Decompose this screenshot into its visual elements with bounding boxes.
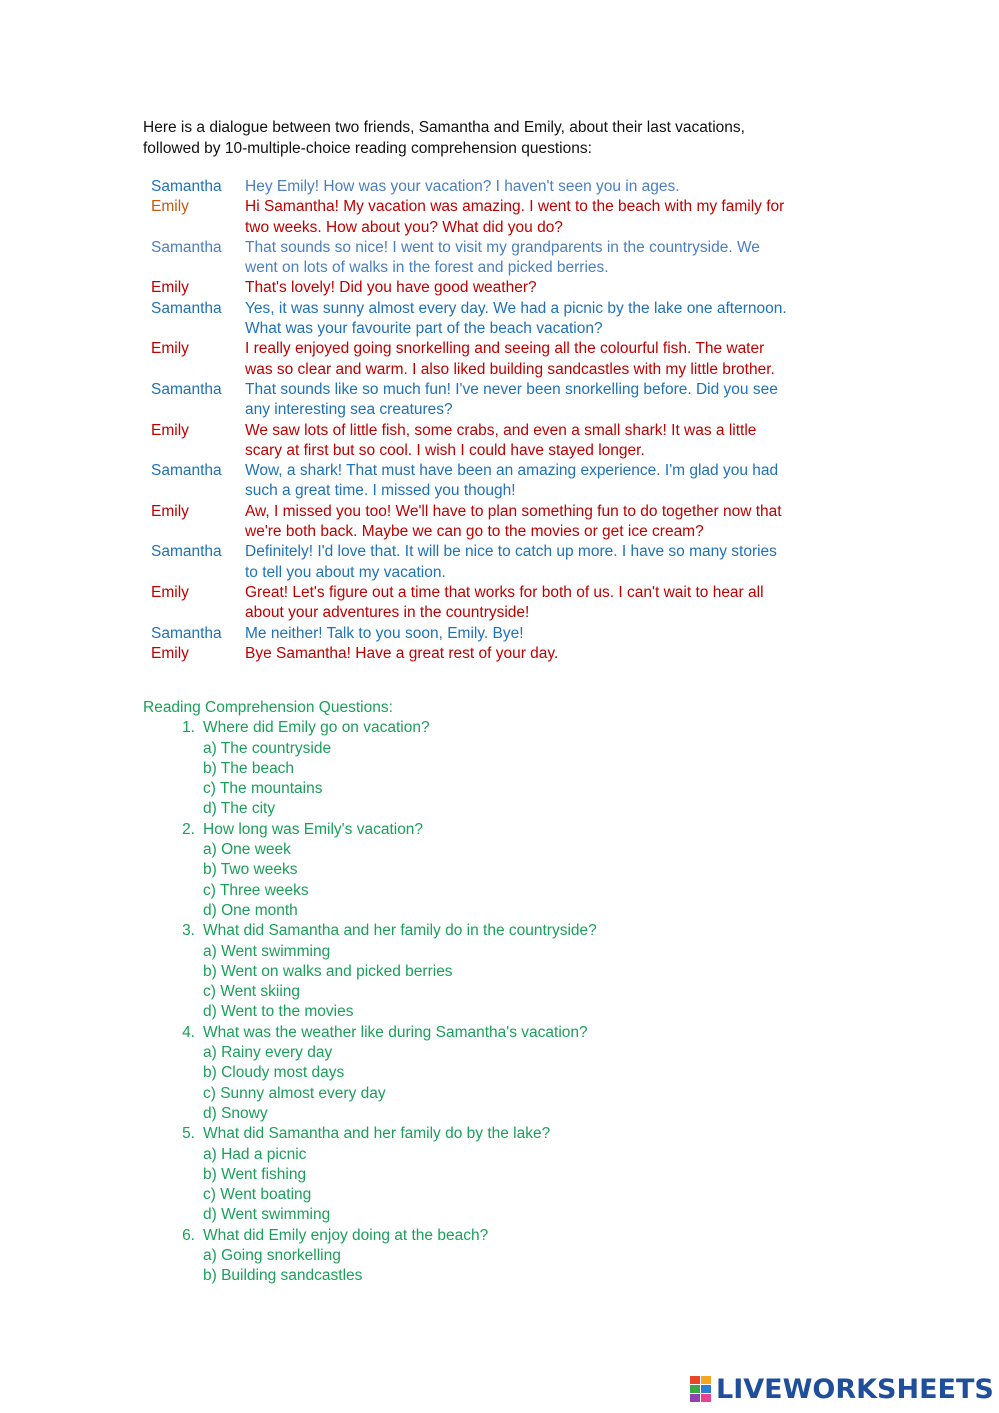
question-text: What was the weather like during Samantha's vacation? — [203, 1023, 588, 1041]
speaker-name: Samantha — [151, 299, 222, 317]
dialogue-line: We saw lots of little fish, some crabs, and even a small shark! It was a little — [245, 421, 757, 439]
speaker-name: Emily — [151, 644, 189, 662]
questions-heading: Reading Comprehension Questions: — [143, 699, 393, 716]
question-number: 6. — [182, 1226, 195, 1244]
answer-option: b) Went on walks and picked berries — [203, 962, 453, 980]
answer-option: c) The mountains — [203, 780, 323, 798]
dialogue-line: we're both back. Maybe we can go to the movies or get ice cream? — [245, 523, 704, 541]
answer-option: d) Went to the movies — [203, 1003, 354, 1021]
speaker-name: Emily — [151, 340, 189, 358]
answer-option: a) Going snorkelling — [203, 1247, 341, 1265]
speaker-name: Samantha — [151, 380, 222, 398]
dialogue-line: Bye Samantha! Have a great rest of your day. — [245, 644, 559, 662]
dialogue-line: about your adventures in the countryside! — [245, 604, 530, 622]
dialogue-turn — [151, 299, 851, 340]
dialogue-line: scary at first but so cool. I wish I could have stayed longer. — [245, 441, 645, 459]
intro-line-2: followed by 10-multiple-choice reading comprehension questions: — [143, 139, 592, 157]
answer-option: a) The countryside — [203, 739, 332, 757]
answer-option: a) Had a picnic — [203, 1145, 307, 1163]
speaker-name: Samantha — [151, 238, 222, 256]
question-number: 1. — [182, 719, 195, 737]
answer-option: a) Went swimming — [203, 942, 331, 960]
question-text: Where did Emily go on vacation? — [203, 719, 430, 737]
answer-option: d) Went swimming — [203, 1206, 331, 1224]
dialogue-turn — [151, 177, 851, 197]
question-number: 5. — [182, 1125, 195, 1143]
answer-option: b) The beach — [203, 759, 295, 777]
dialogue-line: What was your favourite part of the beach vacation? — [245, 320, 603, 338]
intro-line-1: Here is a dialogue between two friends, Samantha and Emily, about their last vacations, — [143, 119, 745, 136]
question-item — [143, 1226, 843, 1246]
question-number: 4. — [182, 1023, 195, 1041]
answer-option: a) One week — [203, 841, 291, 859]
intro-text — [143, 118, 843, 159]
speaker-name: Emily — [151, 198, 189, 216]
answer-option: b) Two weeks — [203, 861, 298, 879]
answer-option: d) Snowy — [203, 1104, 268, 1122]
dialogue-line: Me neither! Talk to you soon, Emily. Bye! — [245, 624, 524, 642]
dialogue-line: two weeks. How about you? What did you do? — [245, 218, 563, 236]
speaker-name: Samantha — [151, 624, 222, 642]
speaker-name: Samantha — [151, 462, 222, 480]
dialogue-line: Hi Samantha! My vacation was amazing. I went to the beach with my family for — [245, 198, 785, 216]
dialogue-line: such a great time. I missed you though! — [245, 482, 516, 500]
dialogue-line: was so clear and warm. I also liked building sandcastles with my little brother. — [245, 360, 775, 378]
speaker-name: Emily — [151, 279, 189, 297]
question-number: 2. — [182, 820, 195, 838]
speaker-name: Emily — [151, 583, 189, 601]
comprehension-questions — [143, 698, 843, 1287]
answer-option: d) The city — [203, 800, 276, 818]
dialogue-line: to tell you about my vacation. — [245, 563, 446, 581]
answer-option: a) Rainy every day — [203, 1044, 333, 1062]
speaker-name: Samantha — [151, 543, 222, 561]
dialogue-line: Aw, I missed you too! We'll have to plan something fun to do together now that — [245, 502, 782, 520]
question-text: How long was Emily's vacation? — [203, 820, 424, 838]
liveworksheets-logo-icon — [690, 1376, 712, 1402]
answer-option: b) Building sandcastles — [203, 1267, 363, 1285]
question-item — [143, 1023, 843, 1043]
answer-option: d) One month — [203, 901, 298, 919]
dialogue-turn — [151, 502, 851, 543]
dialogue-line: I really enjoyed going snorkelling and seeing all the colourful fish. The water — [245, 340, 765, 358]
dialogue-line: went on lots of walks in the forest and picked berries. — [245, 259, 609, 277]
answer-option: b) Went fishing — [203, 1165, 307, 1183]
dialogue-line: any interesting sea creatures? — [245, 401, 453, 419]
dialogue-turn — [151, 278, 851, 298]
dialogue-turn — [151, 624, 851, 644]
speaker-name: Emily — [151, 502, 189, 520]
brand-name: LIVEWORKSHEETS — [716, 1373, 994, 1405]
dialogue-turn — [151, 583, 851, 624]
dialogue-turn — [151, 380, 851, 421]
dialogue-turn — [151, 461, 851, 502]
dialogue-line: Wow, a shark! That must have been an amazing experience. I'm glad you had — [245, 462, 779, 480]
dialogue-line: Great! Let's figure out a time that works for both of us. I can't wait to hear all — [245, 583, 764, 601]
question-item — [143, 921, 843, 941]
answer-option: c) Went boating — [203, 1186, 312, 1204]
dialogue-line: Yes, it was sunny almost every day. We had a picnic by the lake one afternoon. — [245, 299, 787, 317]
dialogue-turn — [151, 542, 851, 583]
dialogue-turn — [151, 421, 851, 462]
answer-option: c) Three weeks — [203, 881, 309, 899]
speaker-name: Emily — [151, 421, 189, 439]
dialogue — [151, 177, 851, 664]
dialogue-turn — [151, 339, 851, 380]
dialogue-line: That sounds so nice! I went to visit my grandparents in the countryside. We — [245, 238, 760, 256]
question-number: 3. — [182, 922, 195, 940]
dialogue-line: Hey Emily! How was your vacation? I haven't seen you in ages. — [245, 178, 680, 195]
dialogue-line: That's lovely! Did you have good weather? — [245, 279, 537, 297]
dialogue-turn — [151, 644, 851, 664]
dialogue-line: That sounds like so much fun! I've never been snorkelling before. Did you see — [245, 380, 778, 398]
answer-option: c) Sunny almost every day — [203, 1084, 386, 1102]
question-text: What did Samantha and her family do by the lake? — [203, 1125, 551, 1143]
question-item — [143, 820, 843, 840]
answer-option: c) Went skiing — [203, 983, 301, 1001]
speaker-name: Samantha — [151, 178, 222, 195]
question-item — [143, 1124, 843, 1144]
answer-option: b) Cloudy most days — [203, 1064, 345, 1082]
dialogue-turn — [151, 197, 851, 238]
dialogue-turn — [151, 238, 851, 279]
dialogue-line: Definitely! I'd love that. It will be nice to catch up more. I have so many stories — [245, 543, 777, 561]
question-text: What did Emily enjoy doing at the beach? — [203, 1226, 489, 1244]
question-item — [143, 718, 843, 738]
liveworksheets-brand — [690, 1372, 994, 1406]
question-text: What did Samantha and her family do in the countryside? — [203, 922, 597, 940]
